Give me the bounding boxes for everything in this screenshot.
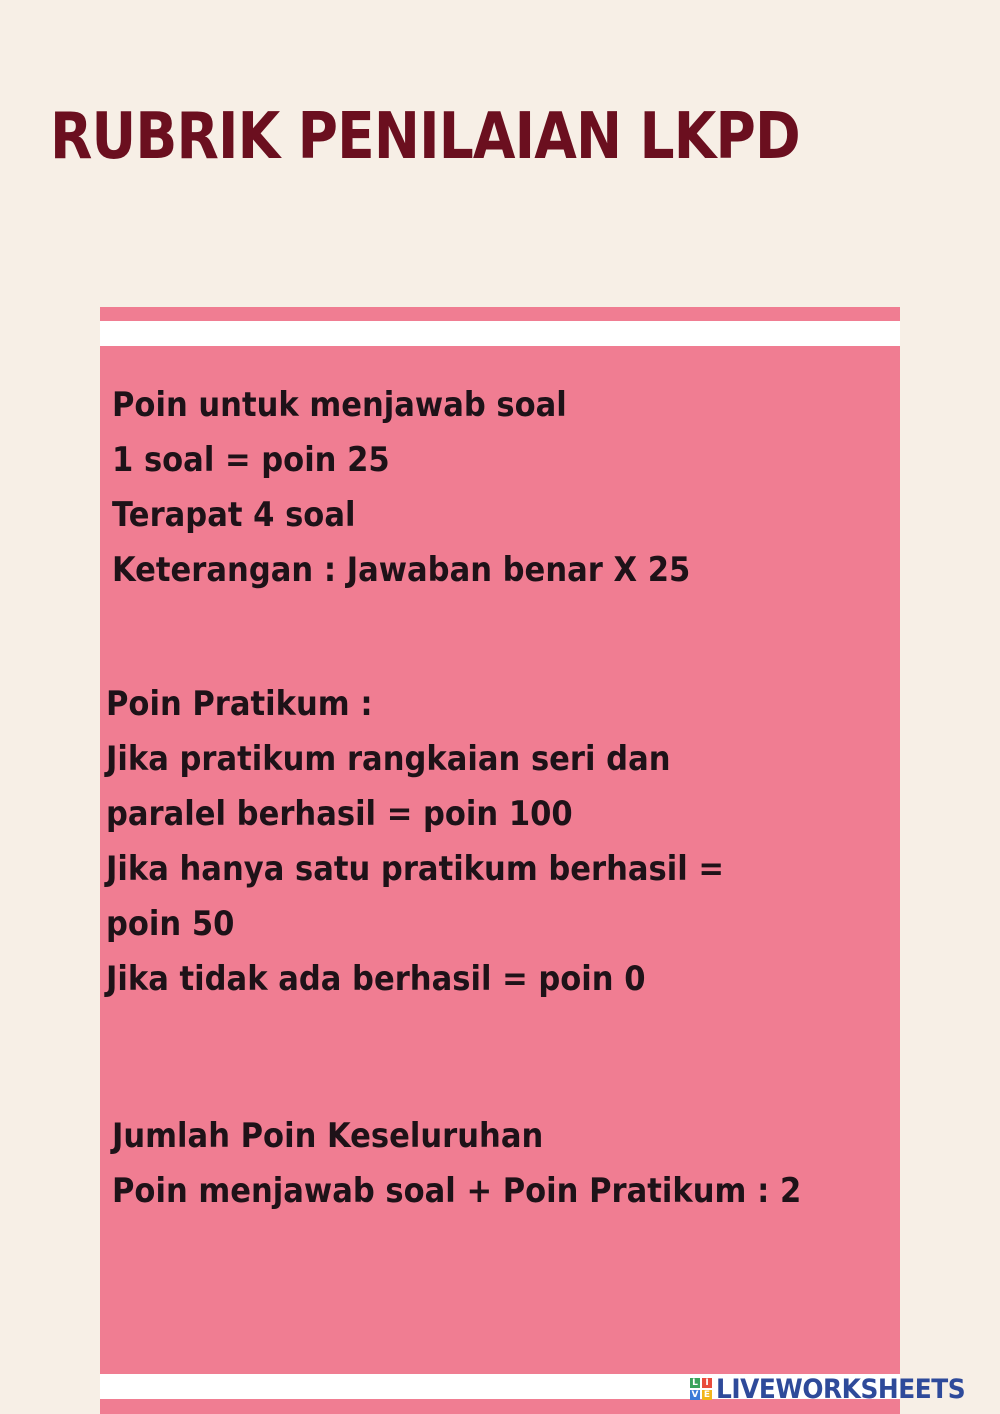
total-points-section — [112, 1109, 878, 1219]
logo-letter: V — [691, 1390, 699, 1400]
section-line: Jika hanya satu pratikum berhasil = — [106, 849, 725, 889]
section-line: Terapat 4 soal — [112, 495, 356, 535]
top-stripe — [100, 321, 900, 346]
page-title: RUBRIK PENILAIAN LKPD — [50, 100, 800, 174]
logo-letter: I — [702, 1378, 712, 1388]
section-line: paralel berhasil = poin 100 — [106, 794, 573, 834]
practicum-points-section — [106, 677, 793, 1007]
liveworksheets-logo-icon — [690, 1378, 712, 1400]
section-line: poin 50 — [106, 904, 235, 944]
rubric-card — [100, 307, 900, 1414]
section-line: Keterangan : Jawaban benar X 25 — [112, 550, 691, 590]
section-line: Poin untuk menjawab soal — [112, 385, 567, 425]
question-points-section — [112, 378, 755, 598]
section-line: Poin Pratikum : — [106, 684, 373, 724]
liveworksheets-watermark — [690, 1373, 987, 1405]
logo-letter: E — [703, 1390, 711, 1400]
section-line: Poin menjawab soal + Poin Pratikum : 2 — [112, 1171, 802, 1211]
watermark-text: LIVEWORKSHEETS — [716, 1373, 966, 1405]
section-line: Jumlah Poin Keseluruhan — [112, 1116, 544, 1156]
section-line: Jika tidak ada berhasil = poin 0 — [106, 959, 646, 999]
section-line: Jika pratikum rangkaian seri dan — [106, 739, 671, 779]
logo-letter: L — [690, 1378, 700, 1388]
section-line: 1 soal = poin 25 — [112, 440, 390, 480]
